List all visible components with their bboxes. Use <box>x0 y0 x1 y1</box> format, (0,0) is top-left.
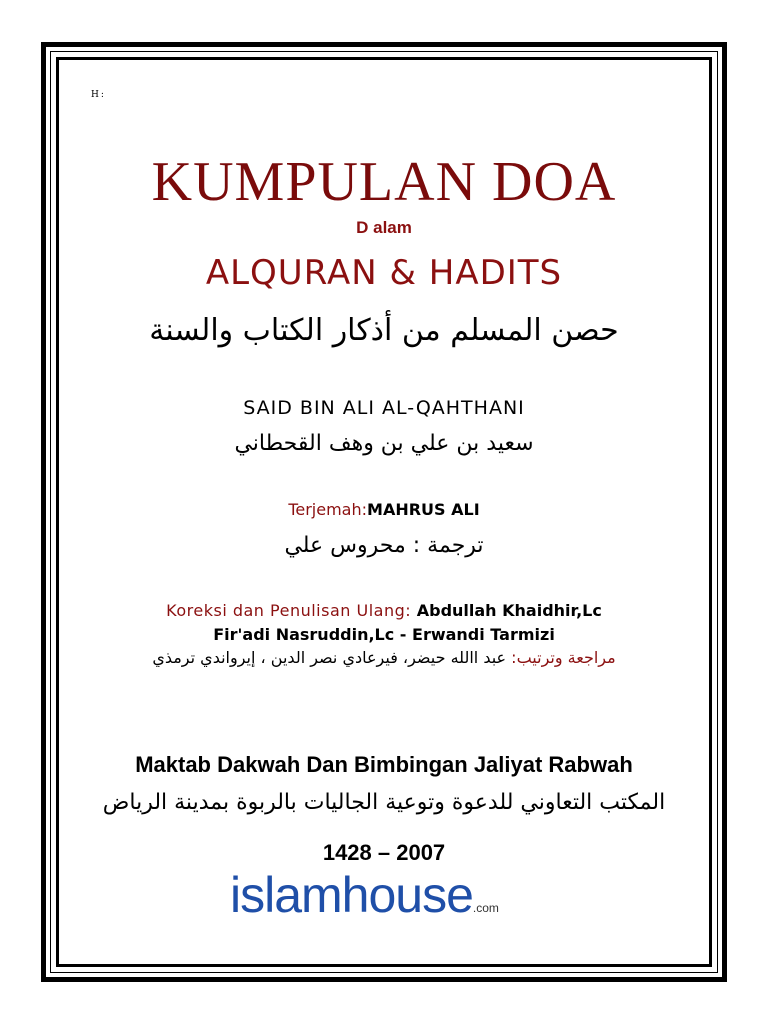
correction-names-line2: Fir'adi Nasruddin,Lc - Erwandi Tarmizi <box>213 625 555 644</box>
book-title: KUMPULAN DOA <box>151 151 617 213</box>
arabic-correction-label: مراجعة وترتيب: <box>506 648 616 667</box>
title-connector: D alam <box>356 218 412 237</box>
translator-name: MAHRUS ALI <box>367 500 480 519</box>
arabic-correction-credit <box>0 648 768 667</box>
translator-credit <box>0 500 768 519</box>
arabic-translator-credit: ترجمة : محروس علي <box>284 533 484 558</box>
correction-label: Koreksi dan Penulisan Ulang: <box>166 601 417 620</box>
logo-main-text: islamhouse <box>230 867 473 923</box>
publisher-name: Maktab Dakwah Dan Bimbingan Jaliyat Rabwah <box>135 752 633 777</box>
correction-credit <box>0 599 768 647</box>
arabic-publisher-name: المكتب التعاوني للدعوة وتوعية الجاليات بالربوة بمدينة الرياض <box>102 790 666 815</box>
correction-names-line1: Abdullah Khaidhir,Lc <box>416 601 602 620</box>
islamhouse-logo <box>230 866 540 926</box>
translator-label: Terjemah: <box>288 500 368 519</box>
arabic-author-name: سعيد بن علي بن وهف القحطاني <box>234 431 534 456</box>
publication-year: 1428 – 2007 <box>322 840 446 865</box>
arabic-correction-names: عبد االله حيضر، فيرعادي نصر الدين ، إيرواندي ترمذي <box>152 648 507 667</box>
page-mark: H: <box>91 90 106 100</box>
arabic-book-title: حصن المسلم من أذكار الكتاب والسنة <box>149 313 619 348</box>
book-subtitle: ALQURAN & HADITS <box>205 253 563 293</box>
author-name: SAID BIN ALI AL-QAHTHANI <box>243 397 525 419</box>
logo-tld-text: .com <box>472 901 499 915</box>
